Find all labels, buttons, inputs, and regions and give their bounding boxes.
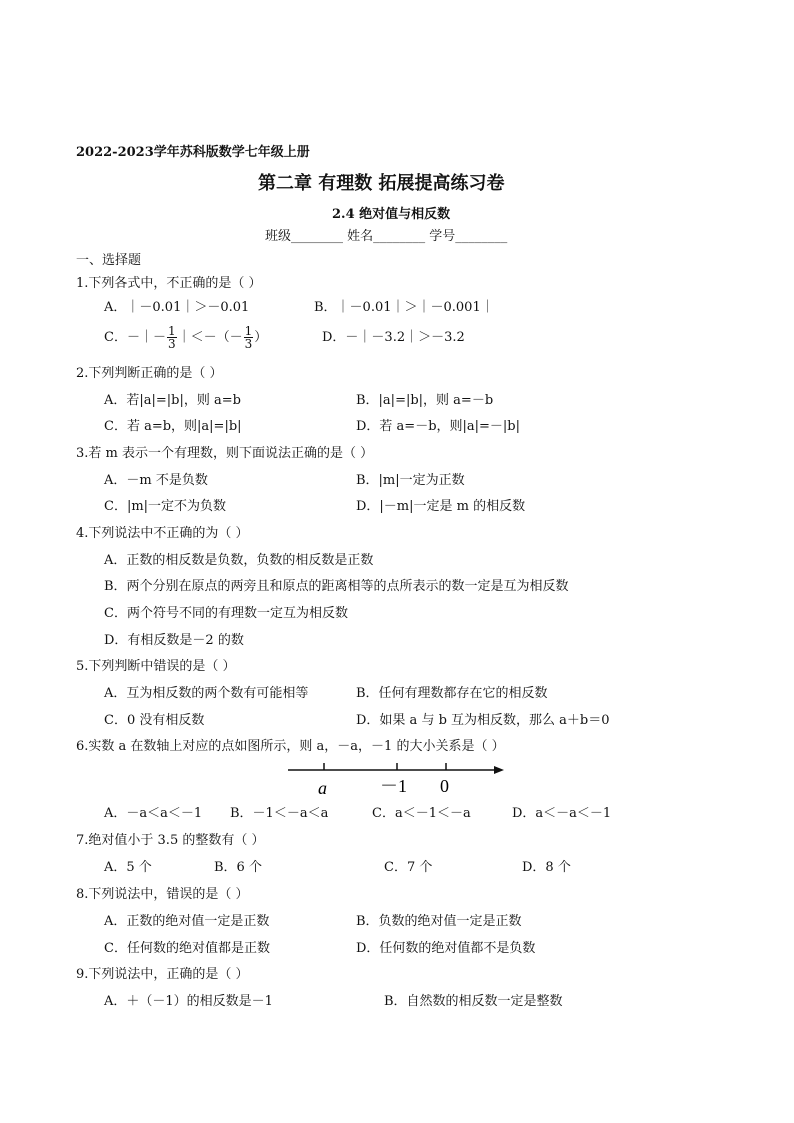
question-3-option-b: B．|m|一定为正数 [356,473,465,488]
section-heading: 一、选择题 [76,253,142,268]
question-2-option-d: D．若 a=－b，则|a|=－|b| [356,419,521,434]
question-2-option-a: A．若|a|=|b|，则 a=b [104,393,241,408]
question-5-option-d: D．如果 a 与 b 互为相反数，那么 a＋b＝0 [356,713,610,728]
series-title: 2022-2023学年苏科版数学七年级上册 [76,145,310,160]
question-8-option-a: A．正数的绝对值一定是正数 [104,914,270,929]
question-6-option-d: D．a＜－a＜－1 [512,806,612,821]
section-title: 2.4 绝对值与相反数 [332,207,451,222]
question-2-option-c: C．若 a=b，则|a|=|b| [104,419,242,434]
question-3-option-a: A．－m 不是负数 [104,473,208,488]
question-9-option-a: A．＋（－1）的相反数是－1 [104,994,273,1009]
question-4-stem: 4.下列说法中不正确的为（ ） [76,526,249,541]
fraction-one-third: $\frac{1}{3}$ [244,324,253,351]
main-title: 第二章 有理数 拓展提高练习卷 [258,173,505,194]
question-4-option-b: B．两个分别在原点的两旁且和原点的距离相等的点所表示的数一定是互为相反数 [104,579,569,594]
question-4-option-a: A．正数的相反数是负数，负数的相反数是正数 [104,553,374,568]
fraction-one-third: $\frac{1}{3}$ [167,324,176,351]
question-1-option-b: B．｜－0.01｜＞｜－0.001｜ [314,300,494,315]
question-5-stem: 5.下列判断中错误的是（ ） [76,659,236,674]
student-info-line: 班级________ 姓名________ 学号________ [265,229,508,244]
question-1-stem: 1.下列各式中，不正确的是（ ） [76,276,262,291]
question-2-stem: 2.下列判断正确的是（ ） [76,366,223,381]
question-7-option-b: B．6 个 [214,860,262,875]
question-8-option-d: D．任何数的绝对值都不是负数 [356,941,536,956]
question-7-option-a: A．5 个 [104,860,152,875]
question-6-option-b: B．－1＜－a＜a [230,806,329,821]
question-5-option-c: C．0 没有相反数 [104,713,205,728]
question-8-stem: 8.下列说法中，错误的是（ ） [76,887,249,902]
question-8-option-b: B．负数的绝对值一定是正数 [356,914,522,929]
question-9-option-b: B．自然数的相反数一定是整数 [384,994,563,1009]
question-1-option-a: A．｜－0.01｜＞－0.01 [104,300,250,315]
number-line-arrow [494,766,504,774]
question-6-option-a: A．－a＜a＜－1 [104,806,203,821]
question-3-stem: 3.若 m 表示一个有理数，则下面说法正确的是（ ） [76,446,374,461]
axis-label-a: a [318,778,327,798]
question-1-option-d: D．－｜－3.2｜＞－3.2 [322,330,465,345]
question-6-stem: 6.实数 a 在数轴上对应的点如图所示，则 a，－a，－1 的大小关系是（ ） [76,739,505,754]
question-1-option-c [104,320,267,356]
question-4-option-c: C．两个符号不同的有理数一定互为相反数 [104,606,348,621]
question-3-option-d: D．|－m|一定是 m 的相反数 [356,499,526,514]
axis-label-zero: 0 [440,776,449,796]
question-1-option-c-suffix: ） [254,330,268,345]
question-9-stem: 9.下列说法中，正确的是（ ） [76,967,249,982]
number-line-figure [280,756,510,800]
question-5-option-a: A．互为相反数的两个数有可能相等 [104,686,309,701]
question-1-option-c-middle: ｜＜－（－ [177,330,243,345]
question-4-option-d: D．有相反数是－2 的数 [104,633,244,648]
question-2-option-b: B．|a|=|b|，则 a=－b [356,393,494,408]
question-5-option-b: B．任何有理数都存在它的相反数 [356,686,548,701]
question-7-stem: 7.绝对值小于 3.5 的整数有（ ） [76,833,265,848]
question-1-option-c-prefix: C．－｜－ [104,330,166,345]
question-7-option-c: C．7 个 [384,860,433,875]
question-3-option-c: C．|m|一定不为负数 [104,499,227,514]
question-8-option-c: C．任何数的绝对值都是正数 [104,941,270,956]
question-7-option-d: D．8 个 [522,860,571,875]
axis-label-minus-one: －1 [380,776,407,796]
question-6-option-c: C．a＜－1＜－a [372,806,471,821]
